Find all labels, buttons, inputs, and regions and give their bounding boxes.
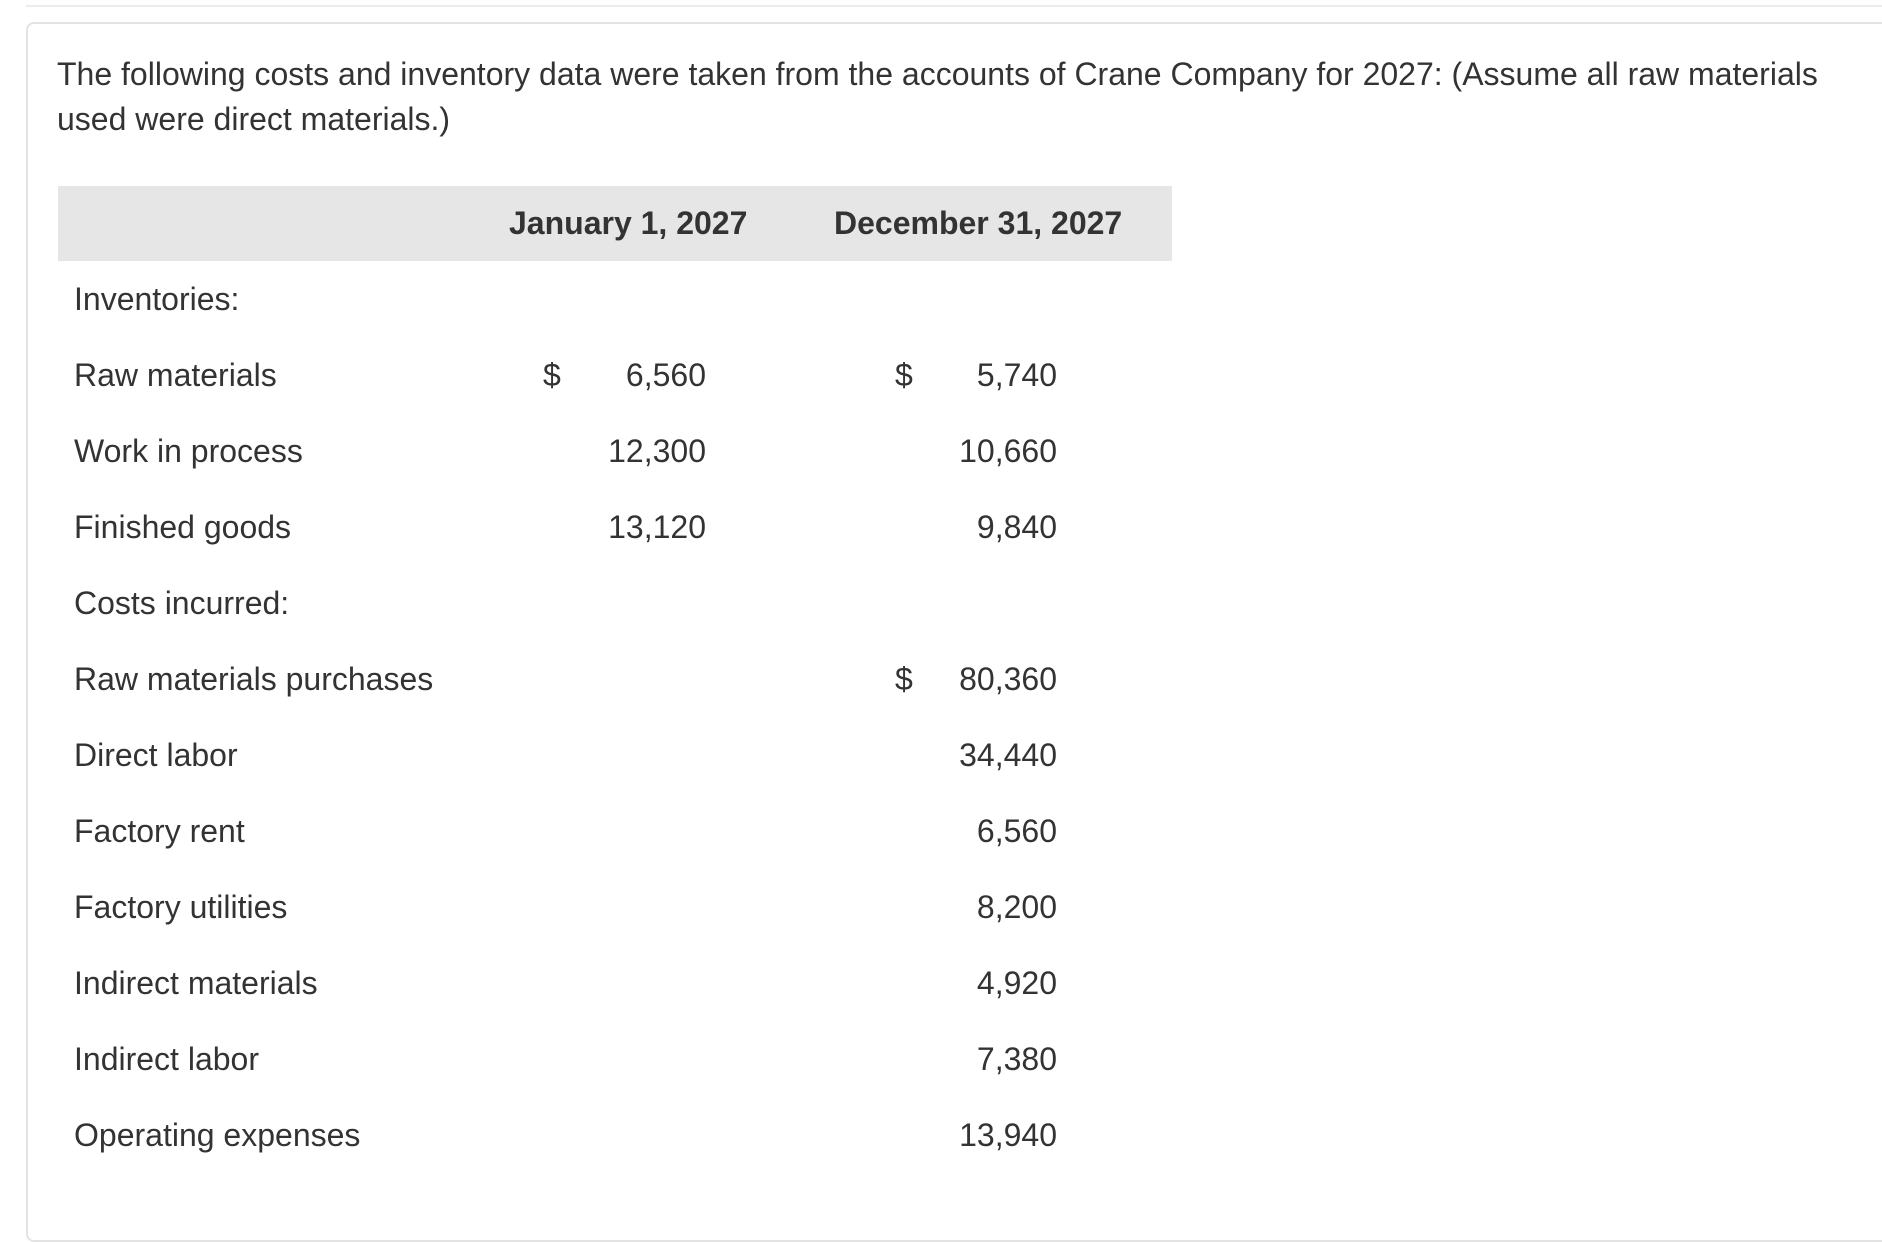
problem-statement: The following costs and inventory data were taken from the accounts of Crane Company for 2027: (Assume all raw materials used were direct materials.): [57, 56, 1818, 137]
table-header: [58, 186, 1172, 261]
row-label: Factory utilities: [74, 889, 288, 925]
value-january: 6,560: [625, 357, 706, 393]
value-december: 13,940: [959, 1117, 1057, 1153]
row-label: Direct labor: [74, 737, 238, 773]
table-row: [58, 489, 1172, 565]
value-january: 13,120: [608, 509, 706, 545]
row-label: Finished goods: [74, 509, 292, 545]
row-label: Costs incurred:: [74, 585, 290, 621]
row-label: Indirect materials: [74, 965, 318, 1001]
table-row: [58, 337, 1172, 413]
value-december: 7,380: [976, 1041, 1057, 1077]
value-december: 5,740: [976, 357, 1057, 393]
value-december: 9,840: [976, 509, 1057, 545]
row-label: Raw materials purchases: [74, 661, 434, 697]
value-january: 12,300: [608, 433, 706, 469]
row-label: Work in process: [74, 433, 303, 469]
cost-inventory-table: [58, 186, 1172, 1173]
table-row: [58, 1021, 1172, 1097]
value-december: 8,200: [976, 889, 1057, 925]
row-label: Operating expenses: [74, 1117, 361, 1153]
column-header-january: January 1, 2027: [509, 205, 748, 241]
table-row: [58, 261, 1172, 337]
value-december: 6,560: [976, 813, 1057, 849]
dollar-sign-december: $: [895, 661, 913, 697]
table-row: [58, 1097, 1172, 1173]
row-label: Indirect labor: [74, 1041, 259, 1077]
dollar-sign-january: $: [543, 357, 561, 393]
table-row: [58, 565, 1172, 641]
value-december: 10,660: [959, 433, 1057, 469]
table-row: [58, 945, 1172, 1021]
value-december: 80,360: [959, 661, 1057, 697]
table-row: [58, 641, 1172, 717]
value-december: 34,440: [959, 737, 1057, 773]
value-december: 4,920: [976, 965, 1057, 1001]
table-row: [58, 793, 1172, 869]
table-row: [58, 869, 1172, 945]
dollar-sign-december: $: [895, 357, 913, 393]
table-row: [58, 413, 1172, 489]
row-label: Factory rent: [74, 813, 245, 849]
column-header-december: December 31, 2027: [834, 205, 1123, 241]
row-label: Inventories:: [74, 281, 240, 317]
row-label: Raw materials: [74, 357, 277, 393]
table-row: [58, 717, 1172, 793]
top-divider: [26, 5, 1882, 7]
